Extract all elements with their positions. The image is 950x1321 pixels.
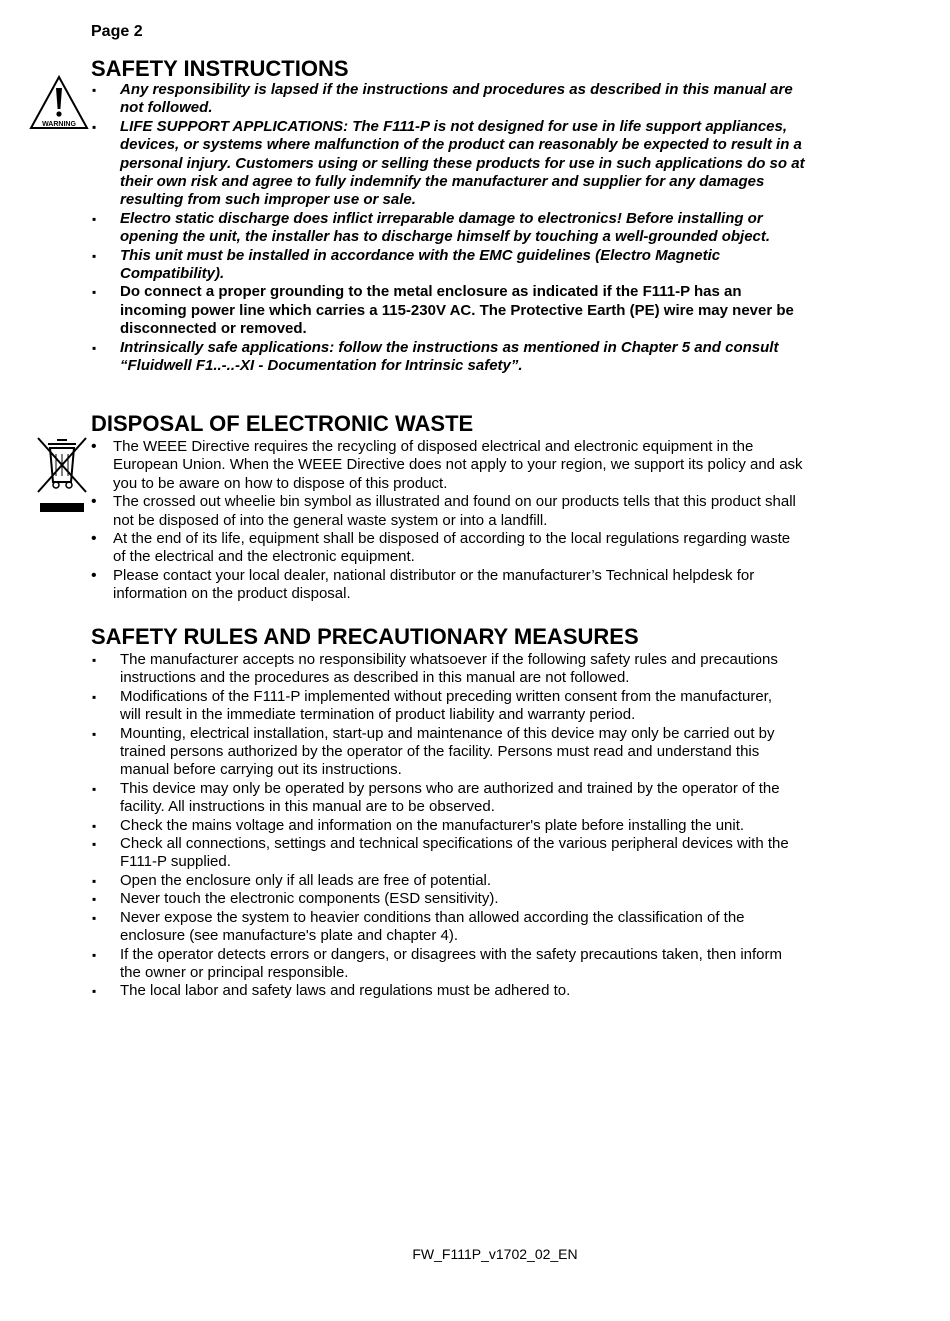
list-item: ▪ This device may only be operated by persons who are authorized and trained by the operator of the facility. All instructions in this manual are to be observed.: [91, 780, 796, 817]
list-item: ▪ Mounting, electrical installation, start-up and maintenance of this device may only be carried out by trained persons authorized by the operator of the facility. Persons must read and understand this manual before carrying out its instructions.: [91, 725, 796, 780]
safety-rules-list: [91, 651, 796, 1001]
disposal-title: DISPOSAL OF ELECTRONIC WASTE: [91, 411, 474, 436]
list-item: ▪ Never expose the system to heavier conditions than allowed according the classification of the enclosure (see manufacture's plate and chapter 4).: [91, 909, 796, 946]
list-item: • At the end of its life, equipment shall be disposed of according to the local regulations regarding waste of the electrical and the electronic equipment.: [91, 530, 803, 567]
list-item: • Please contact your local dealer, national distributor or the manufacturer’s Technical helpdesk for information on the product disposal.: [91, 567, 803, 604]
safety-instructions-list: [91, 81, 806, 376]
page-number: Page 2: [91, 23, 143, 40]
warning-icon-label: WARNING: [42, 121, 76, 128]
safety-rules-title: SAFETY RULES AND PRECAUTIONARY MEASURES: [91, 624, 639, 649]
list-item: ▪ Never touch the electronic components (ESD sensitivity).: [91, 890, 796, 908]
list-item: ▪ Electro static discharge does inflict irreparable damage to electronics! Before installing or opening the unit, the installer has to discharge himself by touching a well-grounded object.: [91, 210, 806, 247]
list-item: ▪ Any responsibility is lapsed if the instructions and procedures as described in this manual are not followed.: [91, 81, 806, 118]
safety-instructions-title: SAFETY INSTRUCTIONS: [91, 56, 349, 81]
list-item: • The crossed out wheelie bin symbol as illustrated and found on our products tells that this product shall not be disposed of into the general waste system or into a landfill.: [91, 493, 803, 530]
warning-icon: [28, 74, 90, 132]
list-item: ▪ Check all connections, settings and technical specifications of the various peripheral devices with the F111-P supplied.: [91, 835, 796, 872]
list-item: ▪ The manufacturer accepts no responsibility whatsoever if the following safety rules and precautions instructions and the procedures as described in this manual are not followed.: [91, 651, 796, 688]
list-item: ▪ Do connect a proper grounding to the metal enclosure as indicated if the F111-P has an incoming power line which carries a 115-230V AC. The Protective Earth (PE) wire may never be disconnected or removed.: [91, 283, 806, 338]
list-item: ▪ The local labor and safety laws and regulations must be adhered to.: [91, 982, 796, 1000]
list-item: ▪ This unit must be installed in accordance with the EMC guidelines (Electro Magnetic Compatibility).: [91, 247, 806, 284]
list-item: ▪ If the operator detects errors or dangers, or disagrees with the safety precautions taken, then inform the owner or principal responsible.: [91, 946, 796, 983]
list-item: • The WEEE Directive requires the recycling of disposed electrical and electronic equipment in the European Union. When the WEEE Directive does not apply to your region, we support its policy and ask you to be aware on how to dispose of this product.: [91, 438, 803, 493]
list-item: ▪ Check the mains voltage and information on the manufacturer's plate before installing the unit.: [91, 817, 796, 835]
document-code-footer: FW_F111P_v1702_02_EN: [412, 1246, 578, 1262]
list-item: ▪ Intrinsically safe applications: follow the instructions as mentioned in Chapter 5 and consult “Fluidwell F1..-..-XI - Documentation for Intrinsic safety”.: [91, 339, 806, 376]
list-item: ▪ Modifications of the F111-P implemented without preceding written consent from the manufacturer, will result in the immediate termination of product liability and warranty period.: [91, 688, 796, 725]
list-item: ▪ Open the enclosure only if all leads are free of potential.: [91, 872, 796, 890]
disposal-list: [91, 438, 803, 604]
list-item: ▪ LIFE SUPPORT APPLICATIONS: The F111-P is not designed for use in life support appliances, devices, or systems where malfunction of the product can reasonably be expected to result in a personal injury. Customers using or selling these products for use in such applications do so at their own risk and agree to fully indemnify the manufacturer and supplier for any damages resulting from such improper use or sale.: [91, 118, 806, 210]
crossed-wheelie-bin-icon: [34, 436, 90, 516]
